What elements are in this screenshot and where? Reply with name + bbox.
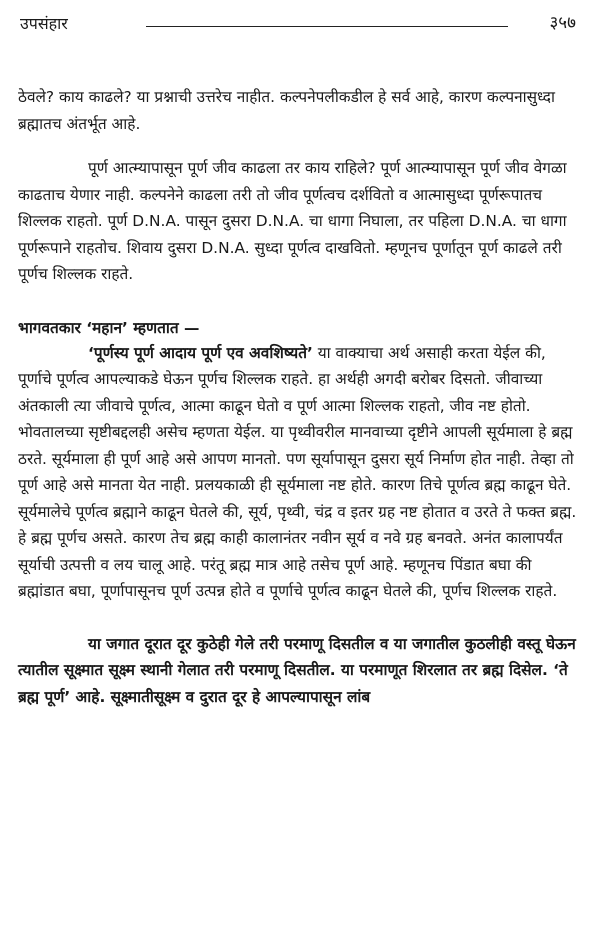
paragraph-3-text: या वाक्याचा अर्थ असाही करता येईल की, पूर्णाचे पूर्णत्व आपल्याकडे घेऊन पूर्णच शिल्लक राहते. हा अर्थही अगदी बरोबर दिसतो. जीवाच्या अंतकाली त्या जीवाचे पूर्णत्व, आत्मा काढून घेतो व पूर्ण आत्मा शिल्लक राहतो, जीव नष्ट होतो. भोवतालच्या सृष्टीबद्दलही असेच म्हणता येईल. या पृथ्वीवरील मानवाच्या दृष्टीने आपली सूर्यमाला हे ब्रह्म ठरते. सूर्यमाला ही पूर्ण आहे असे आपण मानतो. पण सूर्यापासून दुसरा सूर्य निर्माण होत नाही. तेव्हा तो पूर्ण आहे असे मानता येत नाही. प्रलयकाळी ही सूर्यमाला नष्ट होते. कारण तिचे पूर्णत्व ब्रह्म काढून घेते. सूर्यमालेचे पूर्णत्व ब्रह्माने काढून घेतले की, सूर्य, पृथ्वी, चंद्र व इतर ग्रह नष्ट होतात व उरते ते फक्त ब्रह्म. हे ब्रह्म पूर्णच असते. कारण तेच ब्रह्म काही कालानंतर नवीन सूर्य व नवे ग्रह बनवते. अनंत कालापर्यंत सूर्याची उत्पत्ती व लय चालू आहे. परंतू ब्रह्म मात्र आहे तसेच पूर्ण आहे. म्हणूनच पिंडात बघा की ब्रह्मांडात बघा, पूर्णापासूनच पूर्ण उत्पन्न होते व पूर्णाचे पूर्णत्व काढून घेतले की, पूर्णच शिल्लक राहते. — [18, 343, 577, 600]
paragraph-2: पूर्ण आत्म्यापासून पूर्ण जीव काढला तर काय राहिले? पूर्ण आत्म्यापासून पूर्ण जीव वेगळा काढताच येणार नाही. कल्पनेने काढला तरी तो जीव पूर्णत्वच दर्शवितो व आत्मासुध्दा पूर्णरूपातच शिल्लक राहतो. पूर्ण D.N.A. पासून दुसरा D.N.A. चा धागा निघाला, तर पहिला D.N.A. चा धागा पूर्णरूपाने राहतोच. शिवाय दुसरा D.N.A. सुध्दा पूर्णत्व दाखवितो. म्हणूनच पूर्णातून पूर्ण काढले तरी पूर्णच शिल्लक राहते. — [18, 159, 567, 283]
page-body — [18, 84, 580, 710]
chapter-title: उपसंहार — [20, 14, 68, 33]
paragraph-4: या जगात दूरात दूर कुठेही गेले तरी परमाणू दिसतील व या जगातील कुठलीही वस्तू घेऊन त्यातील सूक्ष्मात सूक्ष्म स्थानी गेलात तरी परमाणू दिसतील. या परमाणूत शिरलात तर ब्रह्म दिसेल. ‘ते ब्रह्म पूर्ण’ आहे. सूक्ष्मातीसूक्ष्म व दुरात दूर हे आपल्यापासून लांब — [18, 634, 576, 706]
paragraph-3 — [18, 340, 580, 605]
page-header — [14, 10, 586, 34]
section-heading: भागवतकार ‘महान’ म्हणतात — — [18, 318, 200, 337]
sanskrit-quote: ‘पूर्णस्य पूर्ण आदाय पूर्ण एव अवशिष्यते’ — [88, 343, 313, 362]
paragraph-1: ठेवले? काय काढले? या प्रश्नाची उत्तरेच नाहीत. कल्पनेपलीकडील हे सर्व आहे, कारण कल्पनासुध्दा ब्रह्मातच अंतर्भूत आहे. — [18, 88, 555, 133]
header-rule — [146, 26, 508, 27]
page-number: ३५७ — [549, 13, 576, 33]
